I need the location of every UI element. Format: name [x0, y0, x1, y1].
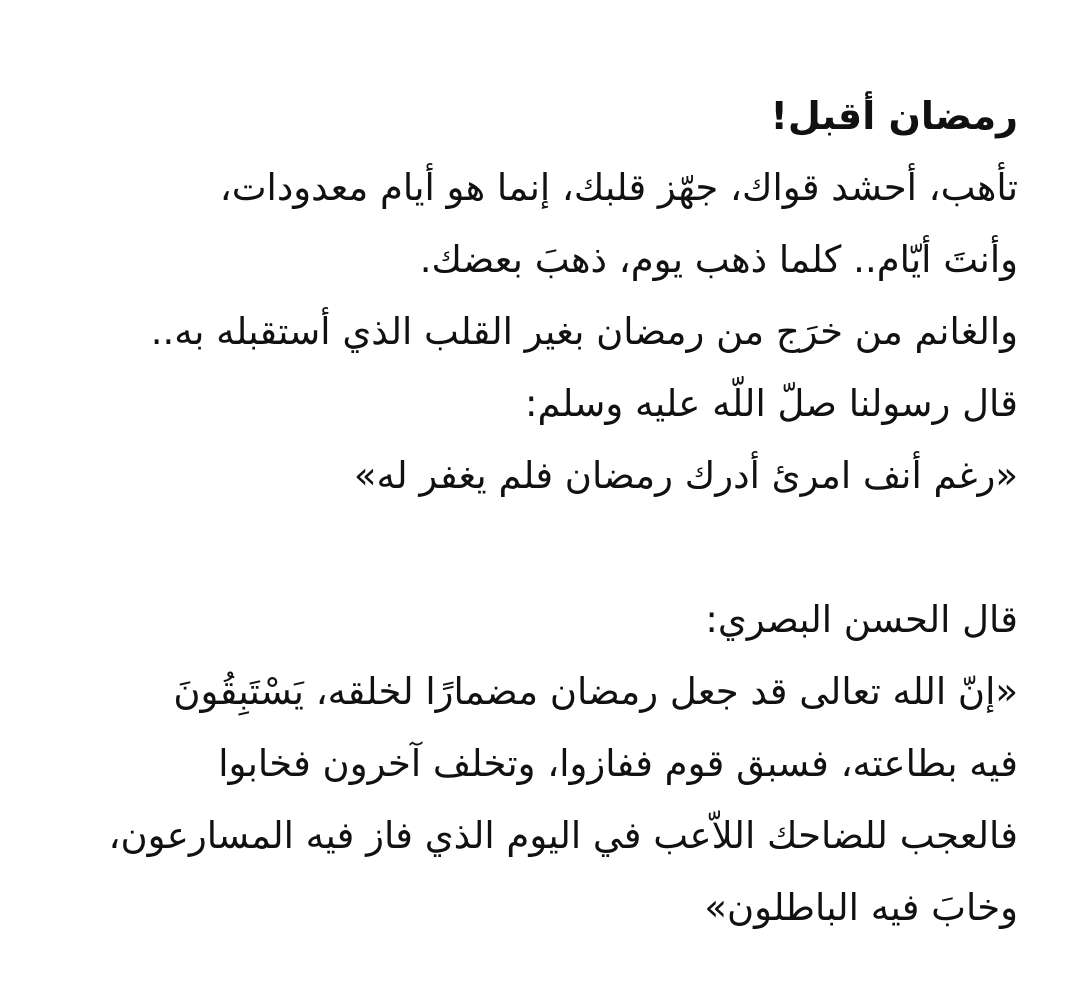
post-text: [58, 80, 1018, 944]
hadith-quote: «رغم أنف امرئ أدرك رمضان فلم يغفر له»: [353, 454, 1018, 497]
text-line: قال الحسن البصري:: [705, 598, 1018, 641]
post-title: رمضان أقبل!: [770, 94, 1018, 138]
paragraph-spacer: [58, 512, 1018, 584]
text-line: والغانم من خرَج من رمضان بغير القلب الذي أستقبله به..: [150, 310, 1018, 353]
quote-line: وخابَ فيه الباطلون»: [704, 886, 1018, 929]
quote-line: فيه بطاعته، فسبق قوم ففازوا، وتخلف آخرون فخابوا: [218, 742, 1018, 785]
text-line: تأهب، أحشد قواك، جهّز قلبك، إنما هو أيام معدودات،: [219, 166, 1018, 209]
text-line: وأنتَ أيّام.. كلما ذهب يوم، ذهبَ بعضك.: [419, 238, 1018, 281]
quote-line: «إنّ الله تعالى قد جعل رمضان مضمارًا لخلقه، يَسْتَبِقُونَ: [173, 670, 1018, 713]
quote-line: فالعجب للضاحك اللاّعب في اليوم الذي فاز فيه المسارعون،: [108, 814, 1018, 857]
text-line: قال رسولنا صلّ اللّه عليه وسلم:: [525, 382, 1018, 425]
